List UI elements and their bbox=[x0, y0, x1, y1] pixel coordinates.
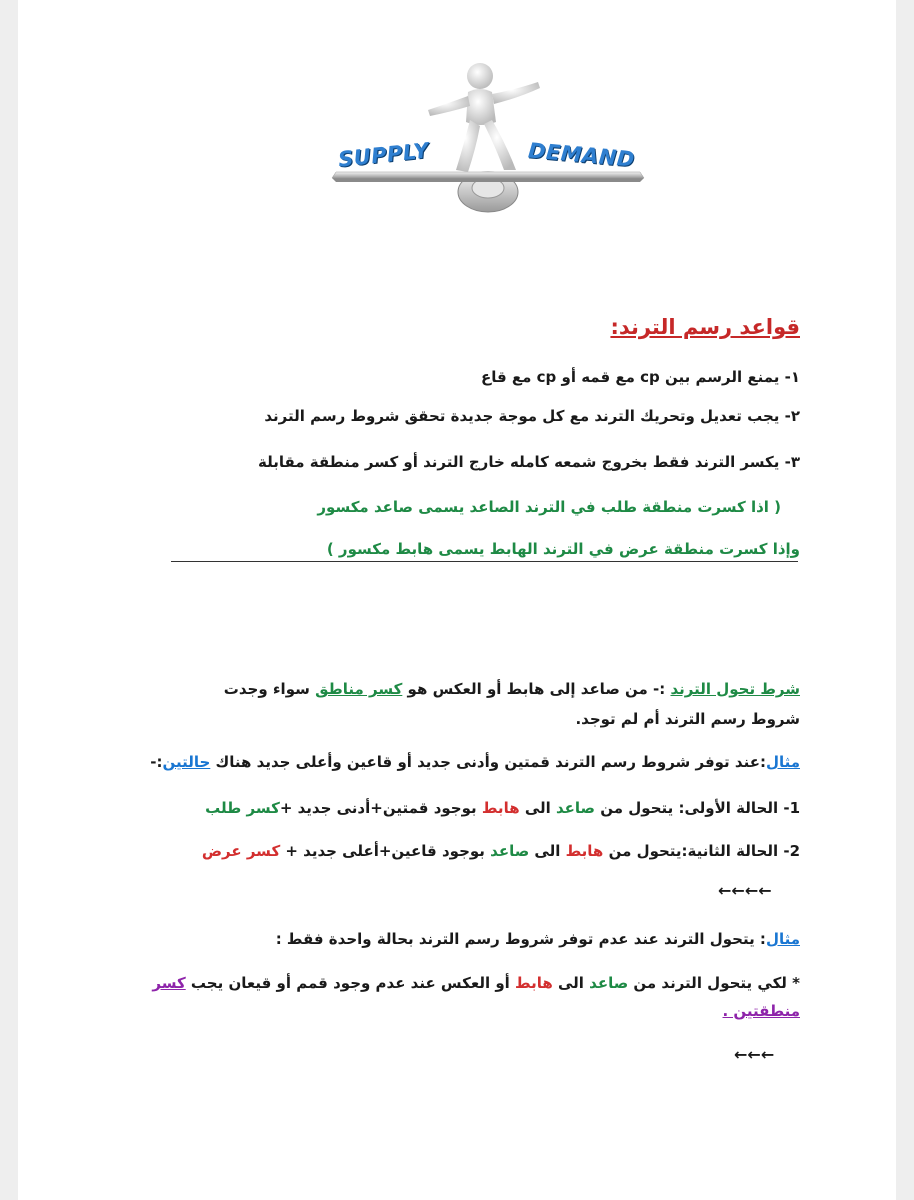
arrows-2: ←←← bbox=[734, 1045, 775, 1064]
condition-text-a: :- من صاعد إلى هابط أو العكس هو bbox=[402, 680, 671, 698]
example-2-label: مثال bbox=[765, 930, 800, 948]
condition-line-2: شروط رسم الترند أم لم توجد. bbox=[575, 710, 800, 728]
case-2-from: هابط bbox=[565, 842, 604, 860]
section1-heading: قواعد رسم الترند: bbox=[610, 315, 800, 339]
condition-label: شرط تحول الترند bbox=[670, 680, 800, 698]
supply-demand-logo bbox=[328, 60, 648, 220]
final-suffix: أو العكس عند عدم وجود قمم أو قيعان يجب bbox=[185, 974, 516, 992]
example-1-line bbox=[150, 751, 800, 773]
demand-label: DEMAND bbox=[527, 138, 636, 172]
supply-label: SUPPLY bbox=[336, 138, 431, 172]
case-1-prefix: 1- الحالة الأولى: يتحول من bbox=[595, 799, 800, 817]
final-to: هابط bbox=[515, 974, 553, 992]
case-2-middle: الى bbox=[529, 842, 566, 860]
rule-1: ١- يمنع الرسم بين cp مع قمه أو cp مع قاع bbox=[480, 368, 800, 386]
example-1-end: :- bbox=[150, 753, 163, 771]
case-1-to: هابط bbox=[481, 799, 520, 817]
case-2-tail: كسر عرض bbox=[201, 842, 281, 860]
example-2-line bbox=[276, 928, 800, 950]
document-page bbox=[18, 0, 896, 1200]
condition-line-1 bbox=[224, 678, 800, 700]
rule-3: ٣- يكسر الترند فقط بخروج شمعه كامله خارج الترند أو كسر منطقة مقابلة bbox=[257, 453, 800, 471]
final-middle: الى bbox=[552, 974, 590, 992]
case-2-suffix: بوجود قاعين+أعلى جديد + bbox=[280, 842, 491, 860]
section-divider bbox=[171, 561, 798, 562]
final-line-1 bbox=[152, 972, 800, 994]
example-1-label: مثال bbox=[765, 753, 800, 771]
case-1-middle: الى bbox=[519, 799, 557, 817]
case-1-suffix: بوجود قمتين+أدنى جديد + bbox=[279, 799, 482, 817]
case-2-to: صاعد bbox=[490, 842, 530, 860]
example-1-text: :عند توفر شروط رسم الترند قمتين وأدنى جديد أو قاعين وأعلى جديد هناك bbox=[210, 753, 766, 771]
final-tail-2: منطقتين . bbox=[722, 1002, 800, 1020]
arrows-1: ←←←← bbox=[718, 881, 772, 900]
final-tail-1: كسر bbox=[152, 974, 186, 992]
condition-text-b: سواء وجدت bbox=[223, 680, 316, 698]
case-1-tail: كسر طلب bbox=[205, 799, 280, 817]
final-prefix: * لكي يتحول الترند من bbox=[628, 974, 800, 992]
note-line-2: وإذا كسرت منطقة عرض في الترند الهابط يسمى هابط مكسور ) bbox=[326, 540, 800, 558]
final-from: صاعد bbox=[589, 974, 629, 992]
example-1-highlight: حالتين bbox=[162, 753, 211, 771]
case-2-prefix: 2- الحالة الثانية:يتحول من bbox=[603, 842, 800, 860]
case-2-line bbox=[202, 840, 800, 862]
rule-2: ٢- يجب تعديل وتحريك الترند مع كل موجة جديدة تحقق شروط رسم الترند bbox=[264, 407, 800, 425]
condition-highlight: كسر مناطق bbox=[315, 680, 403, 698]
case-1-line bbox=[205, 797, 800, 819]
note-line-1: ( اذا كسرت منطقة طلب في الترند الصاعد يسمى صاعد مكسور bbox=[317, 498, 781, 516]
example-2-text: : يتحول الترند عند عدم توفر شروط رسم الترند بحالة واحدة فقط : bbox=[275, 930, 766, 948]
case-1-from: صاعد bbox=[556, 799, 596, 817]
